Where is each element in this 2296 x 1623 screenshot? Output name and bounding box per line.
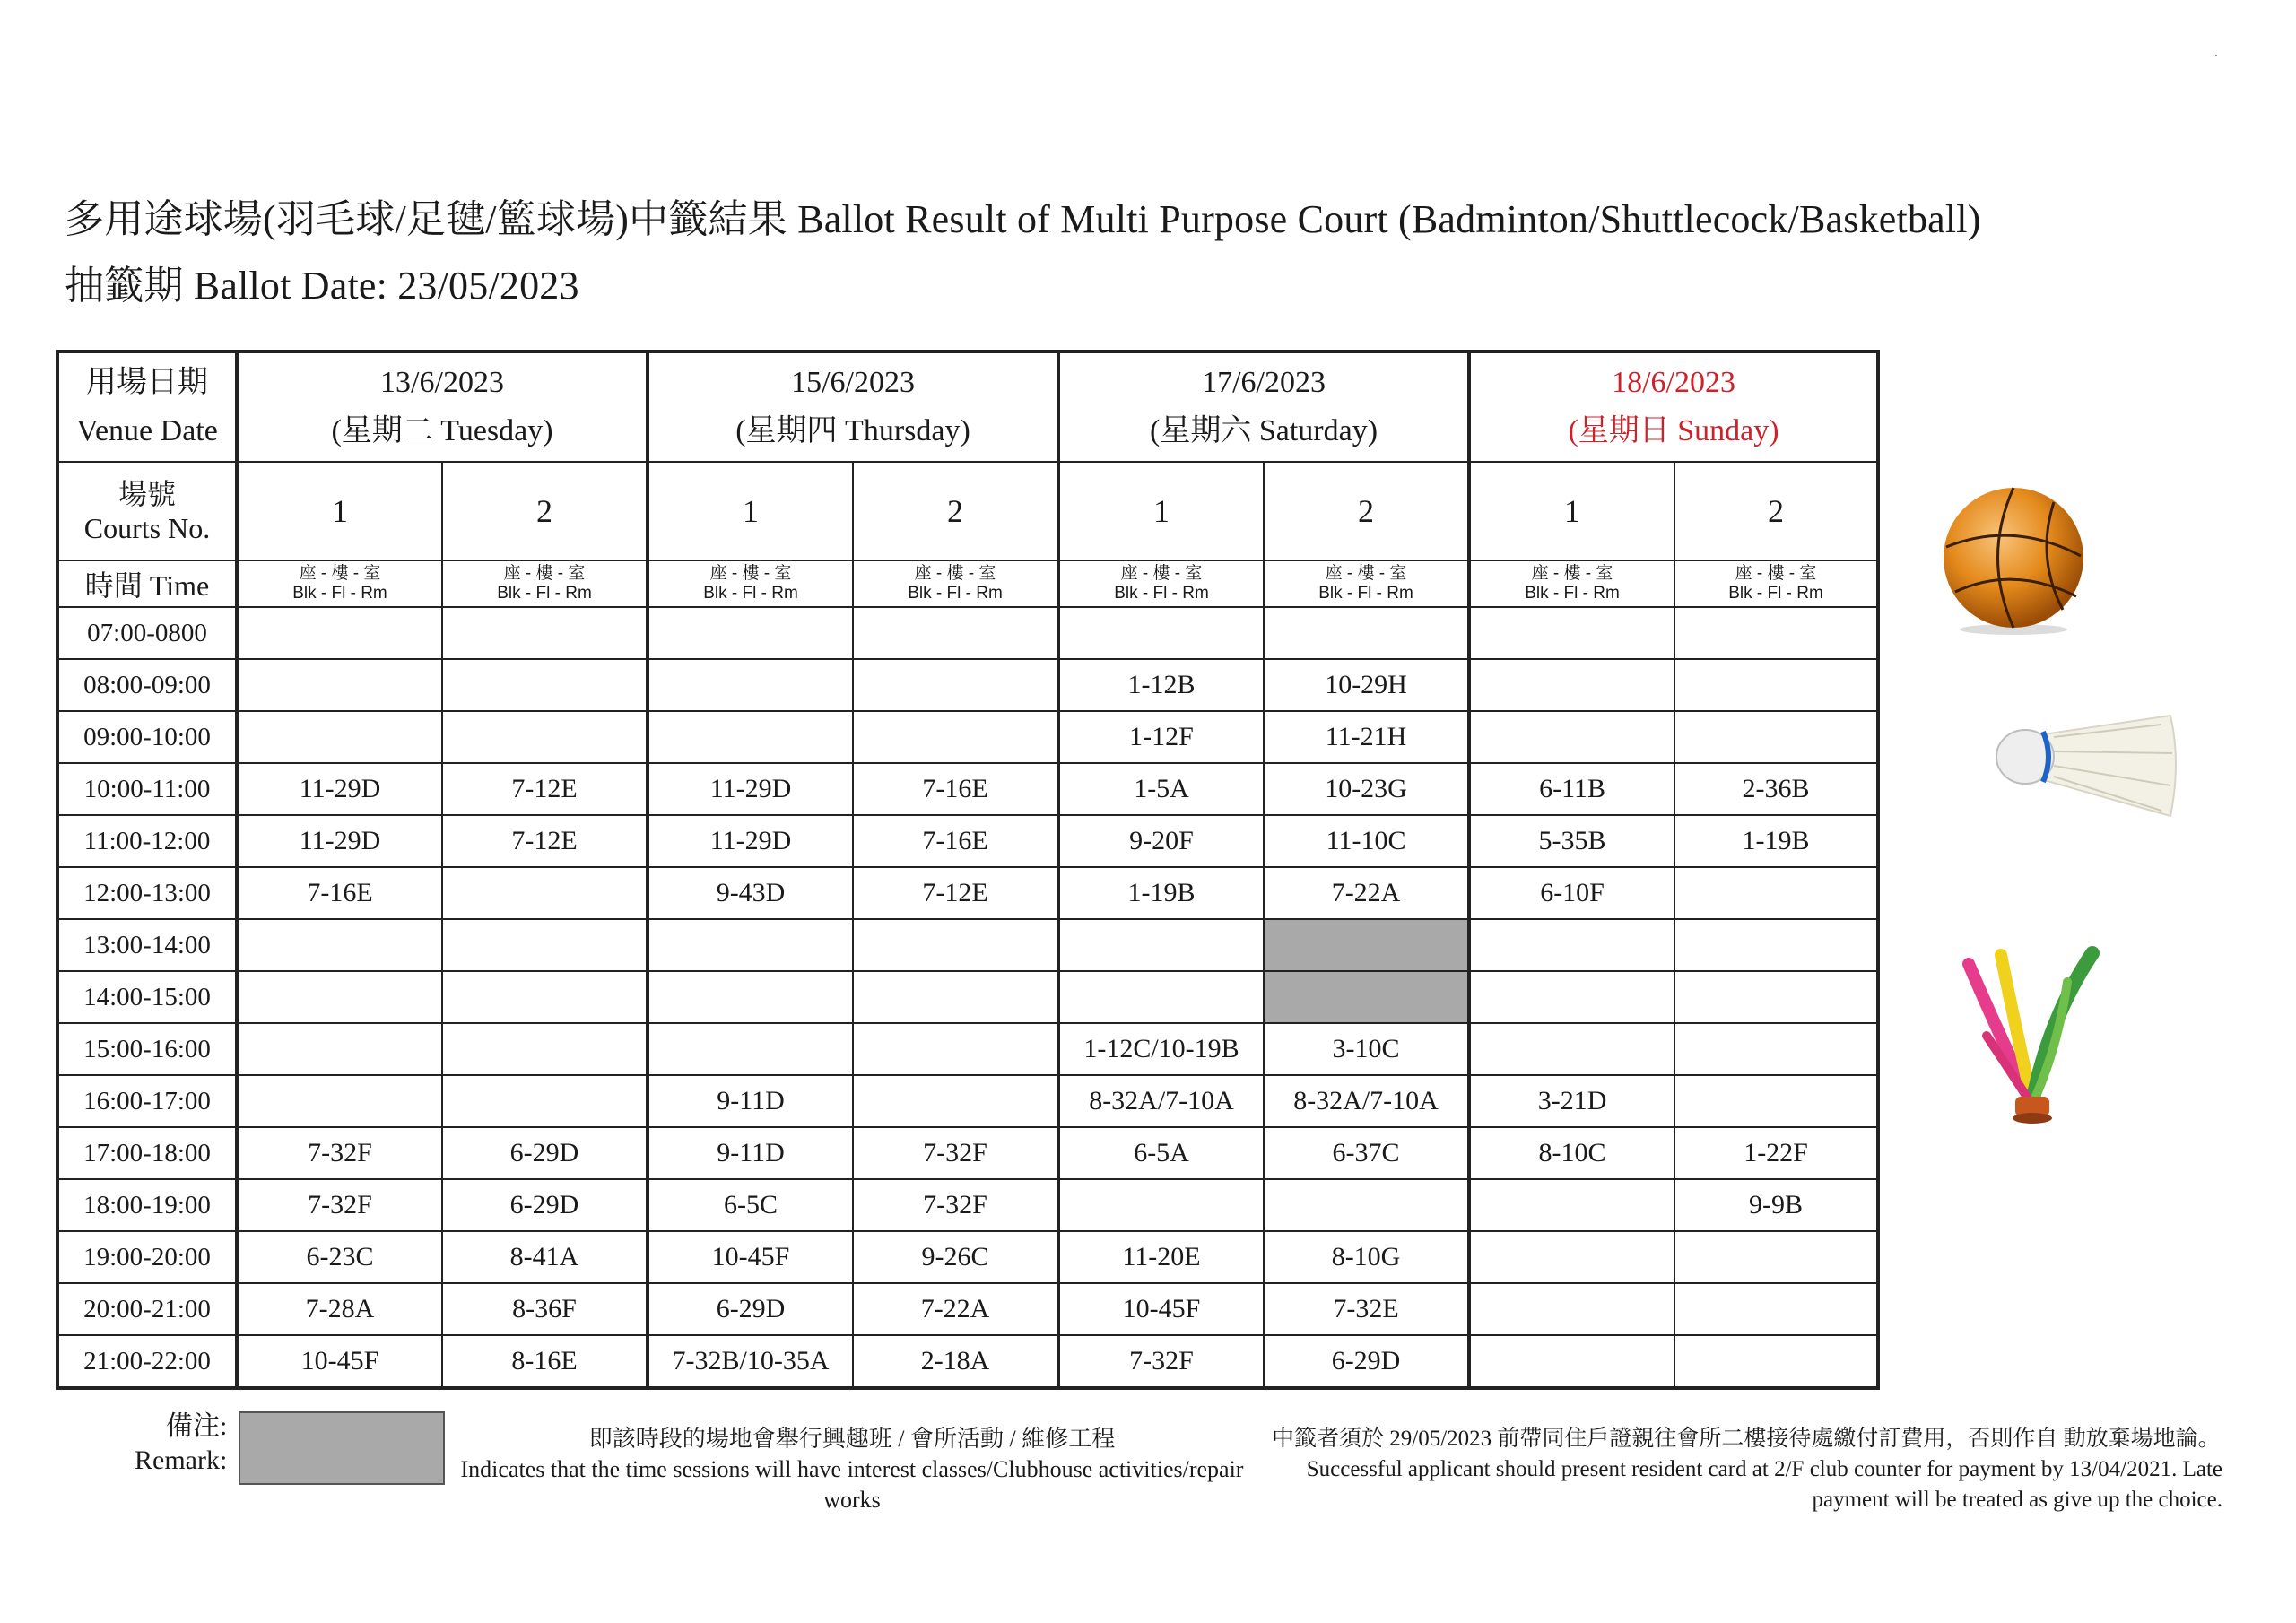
booking-cell: 7-16E bbox=[853, 815, 1058, 867]
booking-cell bbox=[853, 1023, 1058, 1075]
booking-cell: 2-36B bbox=[1674, 763, 1878, 815]
time-slot-label: 17:00-18:00 bbox=[57, 1127, 237, 1179]
booking-cell bbox=[853, 659, 1058, 711]
jianzi-shuttlecock-icon bbox=[1960, 946, 2103, 1134]
booking-cell: 1-5A bbox=[1058, 763, 1264, 815]
booking-cell bbox=[237, 919, 442, 971]
booking-cell: 7-16E bbox=[853, 763, 1058, 815]
booking-cell bbox=[1469, 1179, 1674, 1231]
booking-cell: 11-29D bbox=[237, 815, 442, 867]
booking-cell bbox=[853, 711, 1058, 763]
booking-cell bbox=[1469, 1023, 1674, 1075]
ballot-table bbox=[56, 350, 1880, 1390]
booking-cell: 7-22A bbox=[1264, 867, 1469, 919]
booking-cell: 10-29H bbox=[1264, 659, 1469, 711]
booking-cell bbox=[1058, 607, 1264, 659]
booking-cell: 2-18A bbox=[853, 1335, 1058, 1388]
booking-cell bbox=[1469, 1335, 1674, 1388]
booking-cell: 7-28A bbox=[237, 1283, 442, 1335]
booking-cell: 7-32F bbox=[237, 1127, 442, 1179]
time-slot-label: 08:00-09:00 bbox=[57, 659, 237, 711]
court-number: 1 bbox=[648, 462, 853, 560]
remark-label: 備注: Remark: bbox=[135, 1411, 228, 1475]
slot-rows bbox=[57, 607, 1878, 1388]
booking-cell: 11-10C bbox=[1264, 815, 1469, 867]
booking-cell bbox=[1264, 1179, 1469, 1231]
booking-cell: 9-20F bbox=[1058, 815, 1264, 867]
booking-cell: 10-45F bbox=[1058, 1283, 1264, 1335]
table-row bbox=[57, 1023, 1878, 1075]
table-row bbox=[57, 711, 1878, 763]
booking-cell: 7-22A bbox=[853, 1283, 1058, 1335]
booking-cell bbox=[1469, 607, 1674, 659]
booking-cell: 1-22F bbox=[1674, 1127, 1878, 1179]
booking-cell: 9-26C bbox=[853, 1231, 1058, 1283]
booking-cell bbox=[1469, 971, 1674, 1023]
booking-cell bbox=[1674, 1335, 1878, 1388]
time-header-row bbox=[57, 560, 1878, 607]
court-number: 2 bbox=[442, 462, 648, 560]
booking-cell bbox=[1469, 1231, 1674, 1283]
booking-cell bbox=[1674, 971, 1878, 1023]
booking-cell bbox=[648, 971, 853, 1023]
day-header-1: 13/6/2023 (星期二 Tuesday) bbox=[237, 352, 648, 462]
booking-cell bbox=[1058, 971, 1264, 1023]
booking-cell: 8-41A bbox=[442, 1231, 648, 1283]
booking-cell: 7-32F bbox=[237, 1179, 442, 1231]
booking-cell: 6-29D bbox=[648, 1283, 853, 1335]
booking-cell: 7-32F bbox=[1058, 1335, 1264, 1388]
table-row bbox=[57, 1335, 1878, 1388]
court-number: 2 bbox=[1264, 462, 1469, 560]
booking-cell bbox=[1674, 867, 1878, 919]
booking-cell bbox=[237, 659, 442, 711]
room-header: 座 - 樓 - 室 Blk - Fl - Rm bbox=[853, 560, 1058, 607]
booking-cell: 7-12E bbox=[442, 815, 648, 867]
room-header: 座 - 樓 - 室 Blk - Fl - Rm bbox=[1058, 560, 1264, 607]
booking-cell bbox=[1469, 1283, 1674, 1335]
booking-cell bbox=[237, 711, 442, 763]
booking-cell: 1-19B bbox=[1674, 815, 1878, 867]
booking-cell bbox=[648, 607, 853, 659]
page-title: 多用途球場(羽毛球/足毽/籃球場)中籤結果 Ballot Result of Multi Purpose Court (Badminton/Shuttlecock/Basketball) bbox=[65, 197, 1981, 241]
booking-cell: 9-11D bbox=[648, 1127, 853, 1179]
booking-cell bbox=[442, 711, 648, 763]
booking-cell bbox=[853, 919, 1058, 971]
time-slot-label: 12:00-13:00 bbox=[57, 867, 237, 919]
time-slot-label: 21:00-22:00 bbox=[57, 1335, 237, 1388]
booking-cell bbox=[648, 919, 853, 971]
booking-cell bbox=[237, 607, 442, 659]
court-number: 1 bbox=[1469, 462, 1674, 560]
table-row bbox=[57, 867, 1878, 919]
table-row bbox=[57, 659, 1878, 711]
time-label: 時間 Time bbox=[57, 560, 237, 607]
day-header-3: 17/6/2023 (星期六 Saturday) bbox=[1058, 352, 1469, 462]
booking-cell: 6-29D bbox=[442, 1127, 648, 1179]
room-header: 座 - 樓 - 室 Blk - Fl - Rm bbox=[1674, 560, 1878, 607]
room-header: 座 - 樓 - 室 Blk - Fl - Rm bbox=[1469, 560, 1674, 607]
table-row bbox=[57, 607, 1878, 659]
booking-cell bbox=[648, 659, 853, 711]
booking-cell: 3-21D bbox=[1469, 1075, 1674, 1127]
time-slot-label: 18:00-19:00 bbox=[57, 1179, 237, 1231]
table-row bbox=[57, 1283, 1878, 1335]
date-header-row bbox=[57, 352, 1878, 462]
booking-cell bbox=[1674, 1231, 1878, 1283]
booking-cell: 1-19B bbox=[1058, 867, 1264, 919]
booking-cell: 8-36F bbox=[442, 1283, 648, 1335]
table-row bbox=[57, 1127, 1878, 1179]
booking-cell bbox=[1264, 971, 1469, 1023]
booking-cell bbox=[853, 971, 1058, 1023]
day-header-4: 18/6/2023 (星期日 Sunday) bbox=[1469, 352, 1878, 462]
booking-cell: 9-11D bbox=[648, 1075, 853, 1127]
room-header: 座 - 樓 - 室 Blk - Fl - Rm bbox=[648, 560, 853, 607]
table-row bbox=[57, 1231, 1878, 1283]
room-header: 座 - 樓 - 室 Blk - Fl - Rm bbox=[442, 560, 648, 607]
court-number: 1 bbox=[1058, 462, 1264, 560]
badminton-shuttlecock-icon bbox=[1982, 699, 2179, 852]
courts-no-label: 場號 Courts No. bbox=[57, 462, 237, 560]
booking-cell bbox=[1469, 711, 1674, 763]
booking-cell bbox=[1674, 659, 1878, 711]
booking-cell: 10-45F bbox=[237, 1335, 442, 1388]
booking-cell bbox=[1058, 1179, 1264, 1231]
time-slot-label: 10:00-11:00 bbox=[57, 763, 237, 815]
booking-cell: 7-12E bbox=[853, 867, 1058, 919]
remark-swatch bbox=[239, 1411, 445, 1485]
booking-cell: 7-32F bbox=[853, 1179, 1058, 1231]
time-slot-label: 07:00-0800 bbox=[57, 607, 237, 659]
day-header-2: 15/6/2023 (星期四 Thursday) bbox=[648, 352, 1058, 462]
table-row bbox=[57, 1075, 1878, 1127]
booking-cell bbox=[1264, 607, 1469, 659]
booking-cell: 6-37C bbox=[1264, 1127, 1469, 1179]
booking-cell: 6-29D bbox=[1264, 1335, 1469, 1388]
booking-cell: 5-35B bbox=[1469, 815, 1674, 867]
table-row bbox=[57, 763, 1878, 815]
booking-cell bbox=[1469, 919, 1674, 971]
ballot-date: 抽籤期 Ballot Date: 23/05/2023 bbox=[65, 264, 579, 308]
payment-notice: 中籤者須於 29/05/2023 前帶同住戶證親往會所二樓接待處繳付訂費用，否則作自 動放棄場地論。 Successful applicant should present resident card at 2/F club counter for payment by 13/04/2021. Late payment will be treated as give up the choice. bbox=[1272, 1427, 2222, 1512]
room-header: 座 - 樓 - 室 Blk - Fl - Rm bbox=[237, 560, 442, 607]
booking-cell: 7-12E bbox=[442, 763, 648, 815]
booking-cell: 9-43D bbox=[648, 867, 853, 919]
booking-cell: 7-32E bbox=[1264, 1283, 1469, 1335]
booking-cell: 6-29D bbox=[442, 1179, 648, 1231]
booking-cell bbox=[237, 971, 442, 1023]
booking-cell: 10-23G bbox=[1264, 763, 1469, 815]
booking-cell: 8-10G bbox=[1264, 1231, 1469, 1283]
booking-cell: 11-20E bbox=[1058, 1231, 1264, 1283]
time-slot-label: 15:00-16:00 bbox=[57, 1023, 237, 1075]
booking-cell bbox=[1674, 1283, 1878, 1335]
booking-cell bbox=[442, 971, 648, 1023]
booking-cell: 1-12F bbox=[1058, 711, 1264, 763]
booking-cell bbox=[442, 607, 648, 659]
booking-cell bbox=[237, 1023, 442, 1075]
booking-cell: 8-10C bbox=[1469, 1127, 1674, 1179]
booking-cell bbox=[1674, 711, 1878, 763]
booking-cell: 8-32A/7-10A bbox=[1058, 1075, 1264, 1127]
booking-cell: 6-11B bbox=[1469, 763, 1674, 815]
table-row bbox=[57, 971, 1878, 1023]
booking-cell bbox=[853, 1075, 1058, 1127]
time-slot-label: 16:00-17:00 bbox=[57, 1075, 237, 1127]
time-slot-label: 09:00-10:00 bbox=[57, 711, 237, 763]
time-slot-label: 13:00-14:00 bbox=[57, 919, 237, 971]
court-number: 2 bbox=[1674, 462, 1878, 560]
table-row bbox=[57, 815, 1878, 867]
remark-text: 即該時段的場地會舉行興趣班 / 會所活動 / 維修工程 Indicates that the time sessions will have interest classes/Clubhouse activities/repair works bbox=[460, 1426, 1244, 1513]
room-header: 座 - 樓 - 室 Blk - Fl - Rm bbox=[1264, 560, 1469, 607]
booking-cell: 8-16E bbox=[442, 1335, 648, 1388]
booking-cell: 7-32B/10-35A bbox=[648, 1335, 853, 1388]
booking-cell bbox=[648, 1023, 853, 1075]
booking-cell: 11-29D bbox=[648, 763, 853, 815]
booking-cell bbox=[442, 659, 648, 711]
booking-cell: 10-45F bbox=[648, 1231, 853, 1283]
booking-cell: 6-5C bbox=[648, 1179, 853, 1231]
booking-cell bbox=[442, 1075, 648, 1127]
table-row bbox=[57, 919, 1878, 971]
booking-cell bbox=[1674, 1075, 1878, 1127]
booking-cell: 6-10F bbox=[1469, 867, 1674, 919]
court-header-row bbox=[57, 462, 1878, 560]
time-slot-label: 11:00-12:00 bbox=[57, 815, 237, 867]
booking-cell: 1-12B bbox=[1058, 659, 1264, 711]
booking-cell bbox=[442, 1023, 648, 1075]
booking-cell bbox=[1264, 919, 1469, 971]
booking-cell bbox=[237, 1075, 442, 1127]
scan-mark: · bbox=[2213, 47, 2219, 65]
time-slot-label: 20:00-21:00 bbox=[57, 1283, 237, 1335]
booking-cell: 11-29D bbox=[237, 763, 442, 815]
booking-cell: 11-21H bbox=[1264, 711, 1469, 763]
table-row bbox=[57, 1179, 1878, 1231]
booking-cell: 7-16E bbox=[237, 867, 442, 919]
venue-date-label: 用場日期 Venue Date bbox=[57, 352, 237, 462]
booking-cell bbox=[1058, 919, 1264, 971]
basketball-icon bbox=[1928, 484, 2099, 637]
booking-cell: 11-29D bbox=[648, 815, 853, 867]
booking-cell: 6-23C bbox=[237, 1231, 442, 1283]
booking-cell: 6-5A bbox=[1058, 1127, 1264, 1179]
booking-cell bbox=[648, 711, 853, 763]
booking-cell: 1-12C/10-19B bbox=[1058, 1023, 1264, 1075]
booking-cell: 8-32A/7-10A bbox=[1264, 1075, 1469, 1127]
time-slot-label: 14:00-15:00 bbox=[57, 971, 237, 1023]
booking-cell bbox=[1674, 1023, 1878, 1075]
booking-cell bbox=[1674, 607, 1878, 659]
booking-cell: 9-9B bbox=[1674, 1179, 1878, 1231]
time-slot-label: 19:00-20:00 bbox=[57, 1231, 237, 1283]
court-number: 2 bbox=[853, 462, 1058, 560]
booking-cell bbox=[853, 607, 1058, 659]
booking-cell: 3-10C bbox=[1264, 1023, 1469, 1075]
booking-cell: 7-32F bbox=[853, 1127, 1058, 1179]
booking-cell bbox=[1674, 919, 1878, 971]
booking-cell bbox=[1469, 659, 1674, 711]
court-number: 1 bbox=[237, 462, 442, 560]
booking-cell bbox=[442, 919, 648, 971]
booking-cell bbox=[442, 867, 648, 919]
